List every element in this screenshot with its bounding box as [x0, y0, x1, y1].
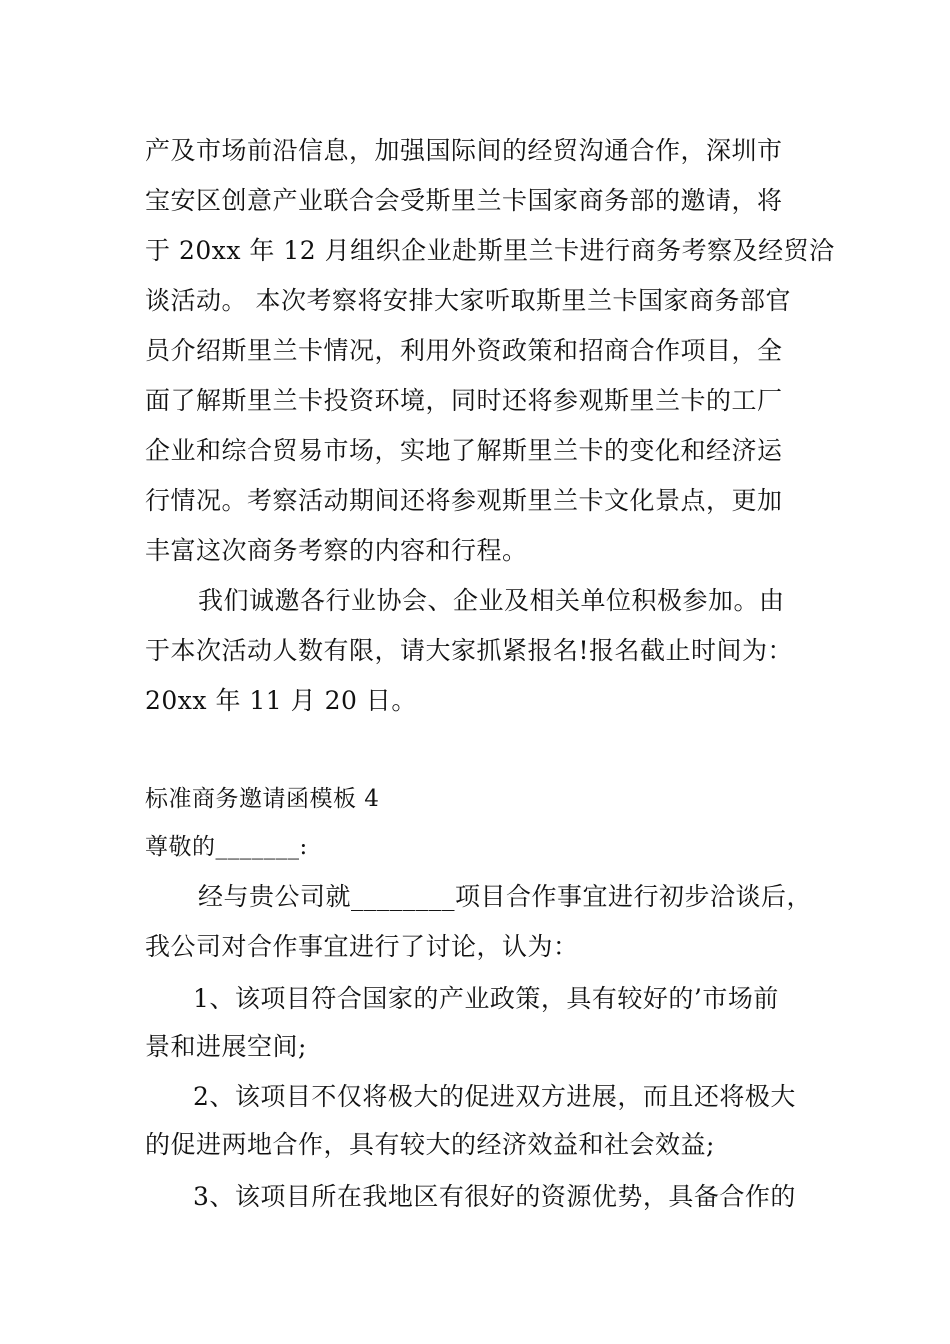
paragraph-line: 我们诚邀各行业协会、企业及相关单位积极参加。由	[198, 586, 785, 615]
list-item-line: 1、该项目符合国家的产业政策，具有较好的’市场前	[193, 984, 779, 1013]
paragraph-line: 于 20xx 年 12 月组织企业赴斯里兰卡进行商务考察及经贸洽	[145, 236, 835, 265]
list-item-line: 2、该项目不仅将极大的促进双方进展，而且还将极大	[193, 1082, 796, 1111]
paragraph-line: 面了解斯里兰卡投资环境，同时还将参观斯里兰卡的工厂	[145, 386, 783, 415]
paragraph-line: 丰富这次商务考察的内容和行程。	[145, 536, 528, 565]
paragraph-line: 员介绍斯里兰卡情况，利用外资政策和招商合作项目，全	[145, 336, 783, 365]
paragraph-line: 于本次活动人数有限，请大家抓紧报名!报名截止时间为：	[145, 636, 794, 665]
paragraph-line: 经与贵公司就________项目合作事宜进行初步洽谈后，	[198, 882, 813, 911]
paragraph-line: 企业和综合贸易市场，实地了解斯里兰卡的变化和经济运	[145, 436, 783, 465]
paragraph-line: 谈活动。 本次考察将安排大家听取斯里兰卡国家商务部官	[145, 286, 791, 315]
paragraph-line: 我公司对合作事宜进行了讨论，认为：	[145, 932, 579, 961]
paragraph-line: 宝安区创意产业联合会受斯里兰卡国家商务部的邀请，将	[145, 186, 783, 215]
list-item-line: 景和进展空间;	[145, 1032, 307, 1061]
paragraph-line: 20xx 年 11 月 20 日。	[145, 686, 417, 715]
salutation: 尊敬的_______:	[145, 834, 308, 860]
list-item-line: 3、该项目所在我地区有很好的资源优势，具备合作的	[193, 1182, 796, 1211]
list-item-line: 的促进两地合作，具有较大的经济效益和社会效益;	[145, 1130, 715, 1159]
paragraph-line: 产及市场前沿信息，加强国际间的经贸沟通合作，深圳市	[145, 136, 783, 165]
paragraph-line: 行情况。考察活动期间还将参观斯里兰卡文化景点，更加	[145, 486, 783, 515]
section-title: 标准商务邀请函模板 4	[145, 786, 380, 812]
